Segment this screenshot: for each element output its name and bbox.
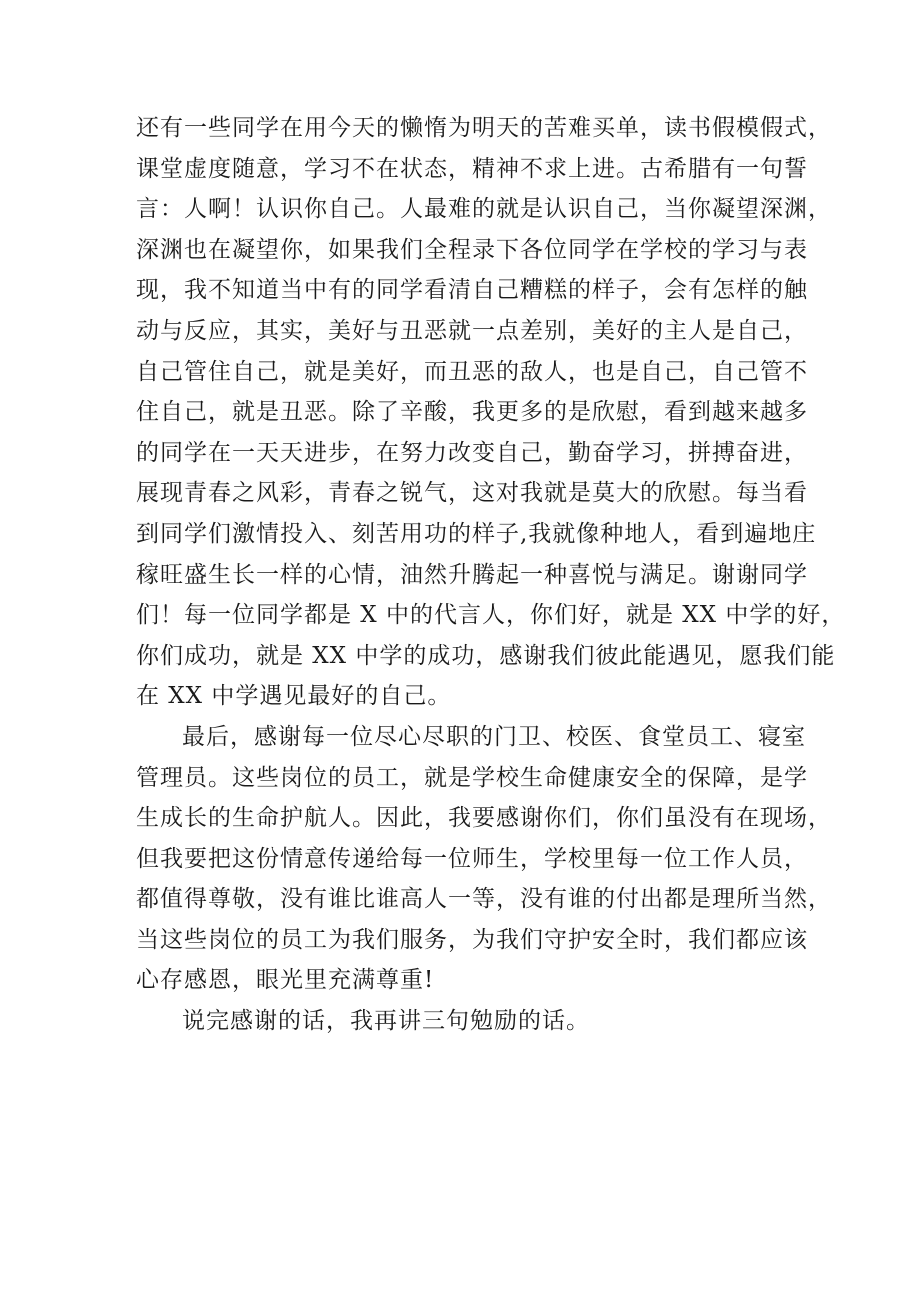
text-line: 深渊也在凝望你，如果我们全程录下各位同学在学校的学习与表 <box>136 236 808 263</box>
document-body <box>136 108 846 1042</box>
text-line: 心存感恩，眼光里充满尊重! <box>136 967 435 994</box>
text-line: 言：人啊！认识你自己。人最难的就是认识自己，当你凝望深渊， <box>136 196 832 223</box>
text-line: 都值得尊敬，没有谁比谁高人一等，没有谁的付出都是理所当然， <box>136 886 832 913</box>
paragraph-1 <box>136 108 846 717</box>
text-line: 在 XX 中学遇见最好的自己。 <box>136 683 452 710</box>
text-line: 还有一些同学在用今天的懒惰为明天的苦难买单，读书假模假式， <box>136 115 832 141</box>
paragraph-2 <box>136 717 832 1001</box>
text-line: 现，我不知道当中有的同学看清自己糟糕的样子，会有怎样的触 <box>136 277 808 304</box>
text-line: 动与反应，其实，美好与丑恶就一点差别，美好的主人是自己， <box>136 317 808 344</box>
text-line: 说完感谢的话，我再讲三句勉励的话。 <box>182 1008 590 1035</box>
text-line: 住自己，就是丑恶。除了辛酸，我更多的是欣慰，看到越来越多 <box>136 399 808 426</box>
text-line: 你们成功，就是 XX 中学的成功，感谢我们彼此能遇见，愿我们能 <box>136 642 836 669</box>
text-line: 但我要把这份情意传递给每一位师生，学校里每一位工作人员， <box>136 845 808 872</box>
text-line: 课堂虚度随意，学习不在状态，精神不求上进。古希腊有一句誓 <box>136 155 808 182</box>
text-line: 最后，感谢每一位尽心尽职的门卫、校医、食堂员工、寝室 <box>182 723 806 750</box>
text-line: 生成长的生命护航人。因此，我要感谢你们，你们虽没有在现场， <box>136 805 832 832</box>
text-line: 的同学在一天天进步，在努力改变自己，勤奋学习，拼搏奋进， <box>136 439 808 466</box>
text-line: 管理员。这些岗位的员工，就是学校生命健康安全的保障，是学 <box>136 764 808 791</box>
text-line: 自己管住自己，就是美好，而丑恶的敌人，也是自己，自己管不 <box>136 358 808 385</box>
text-line: 稼旺盛生长一样的心情，油然升腾起一种喜悦与满足。谢谢同学 <box>136 561 808 588</box>
paragraph-3 <box>136 1001 796 1042</box>
text-line: 展现青春之风彩，青春之锐气，这对我就是莫大的欣慰。每当看 <box>136 480 808 507</box>
text-line: 到同学们激情投入、刻苦用功的样子,我就像种地人，看到遍地庄 <box>136 520 817 547</box>
text-line: 当这些岗位的员工为我们服务，为我们守护安全时，我们都应该 <box>136 926 808 953</box>
text-line: 们！每一位同学都是 X 中的代言人，你们好，就是 XX 中学的好， <box>136 602 846 629</box>
